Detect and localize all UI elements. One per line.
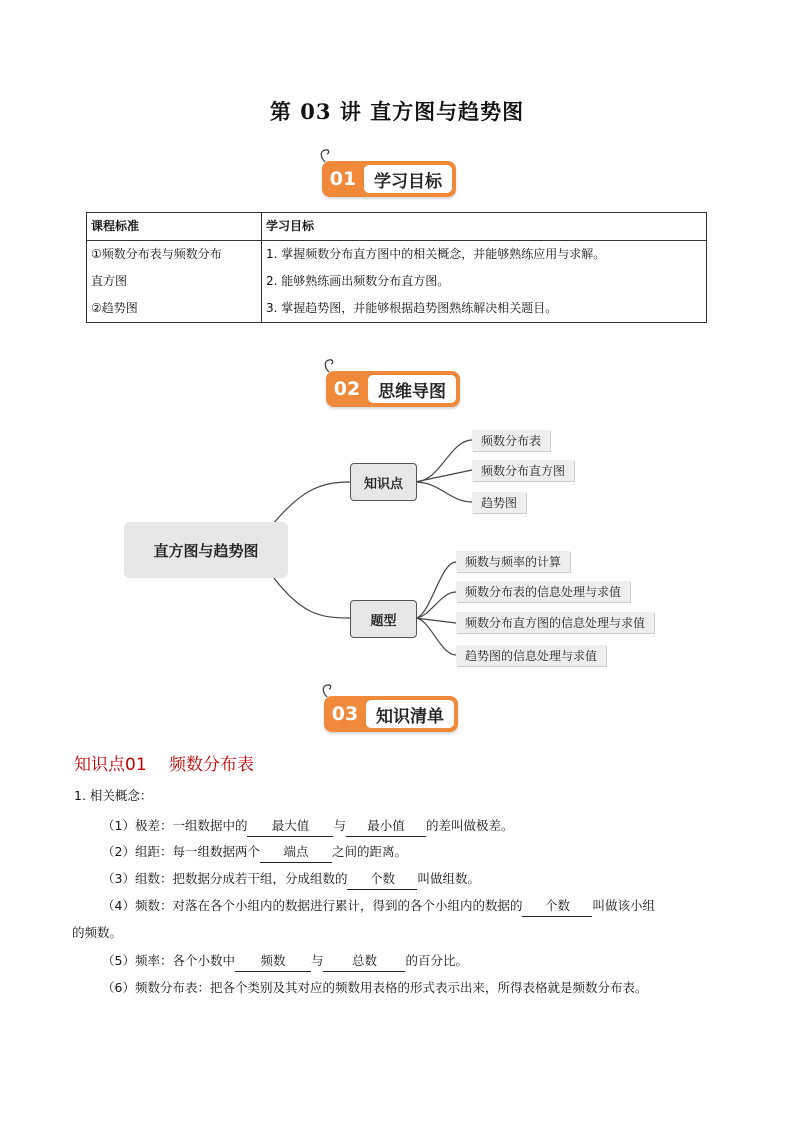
text: 叫做组数。 xyxy=(417,871,480,886)
text: 与 xyxy=(333,818,346,833)
badge-label: 思维导图 xyxy=(368,375,456,403)
content-line-1 xyxy=(102,816,514,837)
text: （3）组数：把数据分成若干组，分成组数的 xyxy=(102,871,348,886)
goal-line: 2. 能够熟练画出频数分布直方图。 xyxy=(266,274,450,288)
blank-answer: 端点 xyxy=(260,842,332,863)
mindmap-leaf: 频数分布直方图 xyxy=(472,460,574,481)
content-line-4 xyxy=(102,896,655,917)
table-cell-standard xyxy=(87,241,262,323)
text: 叫做该小组 xyxy=(592,898,655,913)
blank-answer: 频数 xyxy=(235,951,311,972)
text: 的百分比。 xyxy=(405,953,468,968)
blank-answer: 最大值 xyxy=(247,816,333,837)
section-badge-checklist xyxy=(324,695,458,733)
goal-line: 3. 掌握趋势图，并能够根据趋势图熟练解决相关题目。 xyxy=(266,301,558,315)
text: （2）组距：每一组数据两个 xyxy=(102,844,260,859)
blank-answer: 总数 xyxy=(323,951,405,972)
content-line-5 xyxy=(102,951,468,972)
mindmap-leaf: 频数分布直方图的信息处理与求值 xyxy=(456,612,654,633)
content-line-4-cont: 的频数。 xyxy=(72,925,123,940)
badge-label: 知识清单 xyxy=(366,700,454,728)
content-intro: 1. 相关概念： xyxy=(74,788,153,803)
text: 之间的距离。 xyxy=(331,844,407,859)
blank-answer: 个数 xyxy=(522,896,592,917)
section-badge-mindmap xyxy=(326,370,460,408)
mindmap-leaf: 频数分布表 xyxy=(472,430,550,451)
page-title: 第 03 讲 直方图与趋势图 xyxy=(269,99,525,124)
text: （4）频数：对落在各个小组内的数据进行累计，得到的各个小组内的数据的 xyxy=(102,898,523,913)
badge-label: 学习目标 xyxy=(364,165,452,193)
content-line-2 xyxy=(102,842,407,863)
mindmap-root: 直方图与趋势图 xyxy=(124,522,288,578)
standard-line: ②趋势图 xyxy=(91,301,138,315)
mindmap-leaf: 频数分布表的信息处理与求值 xyxy=(456,581,630,602)
mindmap-connectors xyxy=(0,420,794,680)
blank-answer: 个数 xyxy=(347,869,417,890)
mindmap-leaf: 趋势图的信息处理与求值 xyxy=(456,645,606,666)
standard-line: 直方图 xyxy=(91,274,128,288)
mindmap-leaf: 频数与频率的计算 xyxy=(456,551,570,572)
goal-line: 1. 掌握频数分布直方图中的相关概念，并能够熟练应用与求解。 xyxy=(266,247,606,261)
blank-answer: 最小值 xyxy=(346,816,426,837)
table-header-goals: 学习目标 xyxy=(262,213,707,241)
hook-icon xyxy=(318,147,332,163)
text: （5）频率：各个小数中 xyxy=(102,953,235,968)
standard-line: ①频数分布表与频数分布 xyxy=(91,247,222,261)
section-heading: 知识点01 频数分布表 xyxy=(74,755,255,775)
badge-number: 01 xyxy=(329,168,357,190)
mindmap-branch-types: 题型 xyxy=(350,600,417,638)
hook-icon xyxy=(320,682,334,698)
table-header-standard: 课程标准 xyxy=(87,213,262,241)
mindmap-branch-knowledge: 知识点 xyxy=(350,463,417,501)
section-badge-goals xyxy=(322,160,456,198)
hook-icon xyxy=(322,357,336,373)
content-line-3 xyxy=(102,869,480,890)
table-cell-goals xyxy=(262,241,707,323)
content-line-6: （6）频数分布表：把各个类别及其对应的频数用表格的形式表示出来，所得表格就是频数分布表。 xyxy=(102,980,648,995)
badge-number: 02 xyxy=(333,378,361,400)
goal-table xyxy=(86,212,707,323)
text: （1）极差：一组数据中的 xyxy=(102,818,248,833)
text: 与 xyxy=(310,953,324,968)
text: 的差叫做极差。 xyxy=(425,818,514,833)
badge-number: 03 xyxy=(331,703,359,725)
mindmap-leaf: 趋势图 xyxy=(472,492,526,513)
